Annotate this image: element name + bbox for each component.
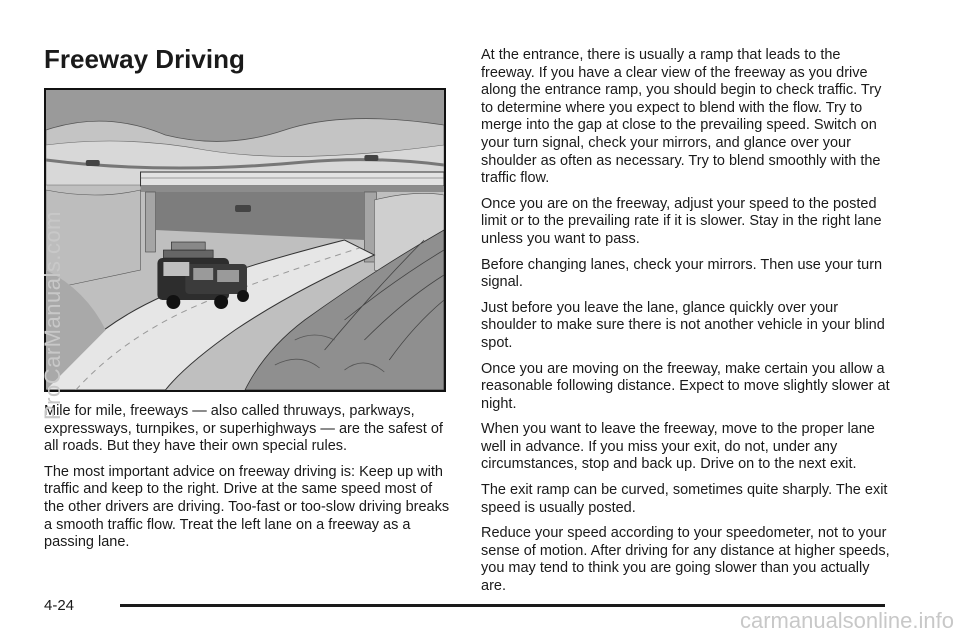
page-title: Freeway Driving [44, 44, 245, 74]
paragraph: Just before you leave the lane, glance quickly over your shoulder to make sure there is not another vehicle in your blind spot. [481, 299, 885, 351]
left-column [44, 403, 456, 560]
footer-rule [120, 604, 885, 607]
paragraph: Reduce your speed according to your speedometer, not to your sense of motion. After driving for any distance at higher speeds, you may tend to think you are going slower than you actually are. [481, 525, 890, 595]
paragraph: The exit ramp can be curved, sometimes quite sharply. The exit speed is usually posted. [481, 482, 888, 516]
paragraph: Once you are on the freeway, adjust your speed to the posted limit or to the prevailing rate if it is slower. Stay in the right lane unless you want to pass. [481, 195, 882, 247]
page-number: 4-24 [44, 597, 75, 614]
side-watermark: ProCarManuals.com [40, 210, 65, 420]
paragraph: The most important advice on freeway driving is: Keep up with traffic and keep to the right. Drive at the same speed most of the other drivers are driving. Too-fast or too-slow driving breaks a smooth traffic flow. Treat the left lane on a freeway as a passing lane. [44, 463, 450, 551]
right-column [481, 47, 891, 604]
paragraph: Once you are moving on the freeway, make certain you allow a reasonable following distance. Expect to move slightly slower at night. [481, 360, 890, 412]
freeway-ramp-drawing [46, 90, 444, 390]
freeway-illustration [44, 88, 446, 392]
paragraph: Mile for mile, freeways — also called thruways, parkways, expressways, turnpikes, or superhighways — are the safest of all roads. But they have their own special rules. [44, 403, 443, 455]
paragraph: At the entrance, there is usually a ramp that leads to the freeway. If you have a clear view of the freeway as you drive along the entrance ramp, you should begin to check traffic. Try to determine where you expect to blend with the flow. Try to merge into the gap at close to the prevailing speed. Switch on your turn signal, check your mirrors, and glance over your shoulder as often as necessary. Try to blend smoothly with the traffic flow. [481, 47, 882, 187]
bottom-watermark: carmanualsonline.info [739, 608, 954, 633]
paragraph: When you want to leave the freeway, move to the proper lane well in advance. If you miss your exit, do not, under any circumstances, stop and back up. Drive on to the next exit. [481, 421, 875, 473]
paragraph: Before changing lanes, check your mirrors. Then use your turn signal. [481, 256, 883, 291]
